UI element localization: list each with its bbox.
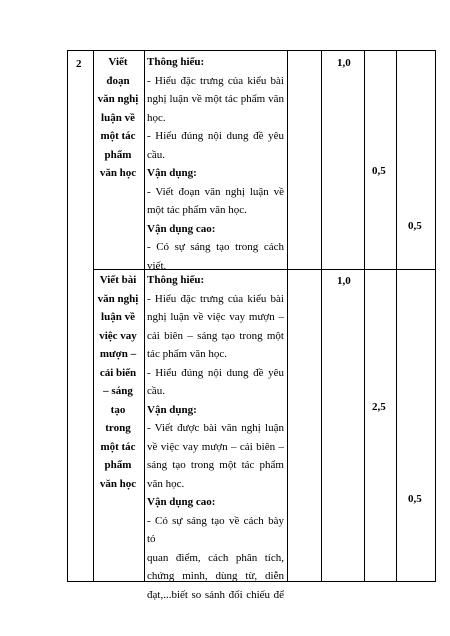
score-application: 0,5 [372, 165, 386, 177]
table-border-left [67, 50, 68, 582]
description-line: một tác phẩm văn học. [147, 204, 247, 216]
description-line: - Hiểu đặc trưng của kiểu bài [147, 292, 284, 305]
description-line: viết. [147, 259, 167, 272]
score-application: 2,5 [372, 401, 386, 413]
score-high-application: 0,5 [408, 493, 422, 505]
description-line: - Có sự sáng tạo về cách bày tỏ [147, 514, 284, 545]
criterion-line: việc vay [99, 329, 137, 342]
column-divider [364, 50, 365, 582]
description-line: văn học. [147, 477, 185, 490]
block-heading: Vận dụng: [147, 167, 197, 179]
block-heading: Vận dụng cao: [147, 222, 216, 235]
criterion-line: phẩm [104, 148, 132, 161]
description-line: - Hiểu đúng nội dung đề yêu [147, 130, 284, 142]
criterion-line: – sáng [103, 385, 133, 397]
block-heading: Vận dụng: [147, 403, 197, 416]
description-line: - Có sự sáng tạo trong cách [147, 241, 284, 253]
description-line: học. [147, 111, 166, 124]
criterion-line: cải biến [99, 366, 137, 379]
block-heading: Vận dụng cao: [147, 496, 216, 508]
description-line: cầu. [147, 148, 166, 161]
criterion-line: một tác [100, 440, 136, 453]
score-understanding: 1,0 [337, 57, 351, 69]
description-line: - Viết được bài văn nghị luận [147, 422, 284, 434]
column-divider [396, 50, 397, 582]
description-cell [147, 53, 284, 275]
description-line: sáng tạo trong một tác phẩm [147, 459, 284, 471]
description-line: đạt,...biết so sánh đối chiếu để [147, 588, 284, 601]
column-divider [287, 50, 288, 582]
description-cell [147, 271, 284, 604]
description-line: nghị luận về một tác phẩm văn [147, 93, 284, 105]
column-divider [321, 50, 322, 582]
criterion-line: Viết bài [99, 274, 137, 286]
criterion-line: phẩm [104, 459, 132, 471]
description-line: - Hiểu đúng nội dung đề yêu [147, 366, 284, 379]
criterion-cell [93, 53, 143, 183]
criterion-cell [93, 271, 143, 493]
table-border-right [435, 50, 436, 582]
description-line: nghị luận về việc vay mượn – [147, 311, 284, 323]
description-line: quan điểm, cách phân tích, [147, 551, 284, 564]
criterion-line: luận về [101, 311, 135, 323]
criterion-line: luận về [101, 111, 135, 124]
description-line: tác phẩm văn học. [147, 348, 228, 360]
criterion-line: mượn – [99, 348, 137, 360]
score-high-application: 0,5 [408, 220, 422, 232]
score-understanding: 1,0 [337, 275, 351, 287]
block-heading: Thông hiểu: [147, 56, 205, 68]
criterion-line: trong [105, 422, 131, 434]
description-line: cầu. [147, 385, 166, 397]
description-line: về việc vay mượn – cải biên – [147, 440, 284, 453]
description-line: - Viết đoạn văn nghị luận về [147, 185, 284, 198]
block-heading: Thông hiểu: [147, 274, 205, 286]
column-divider [144, 50, 145, 582]
criterion-line: văn nghị [97, 292, 139, 305]
criterion-line: tạo [110, 403, 126, 416]
description-line: chứng minh, dùng từ, diễn [147, 570, 284, 582]
table-border-top [67, 50, 436, 51]
criterion-line: văn học [99, 477, 137, 490]
row-index: 2 [76, 58, 82, 70]
criterion-line: văn học [99, 167, 137, 179]
description-line: - Hiểu đặc trưng của kiểu bài [147, 74, 284, 87]
criterion-line: văn nghị [97, 93, 139, 105]
description-line: cải biên – sáng tạo trong một [147, 329, 284, 342]
criterion-line: đoạn [106, 74, 130, 87]
criterion-line: Viết [108, 56, 128, 68]
criterion-line: một tác [100, 130, 136, 142]
